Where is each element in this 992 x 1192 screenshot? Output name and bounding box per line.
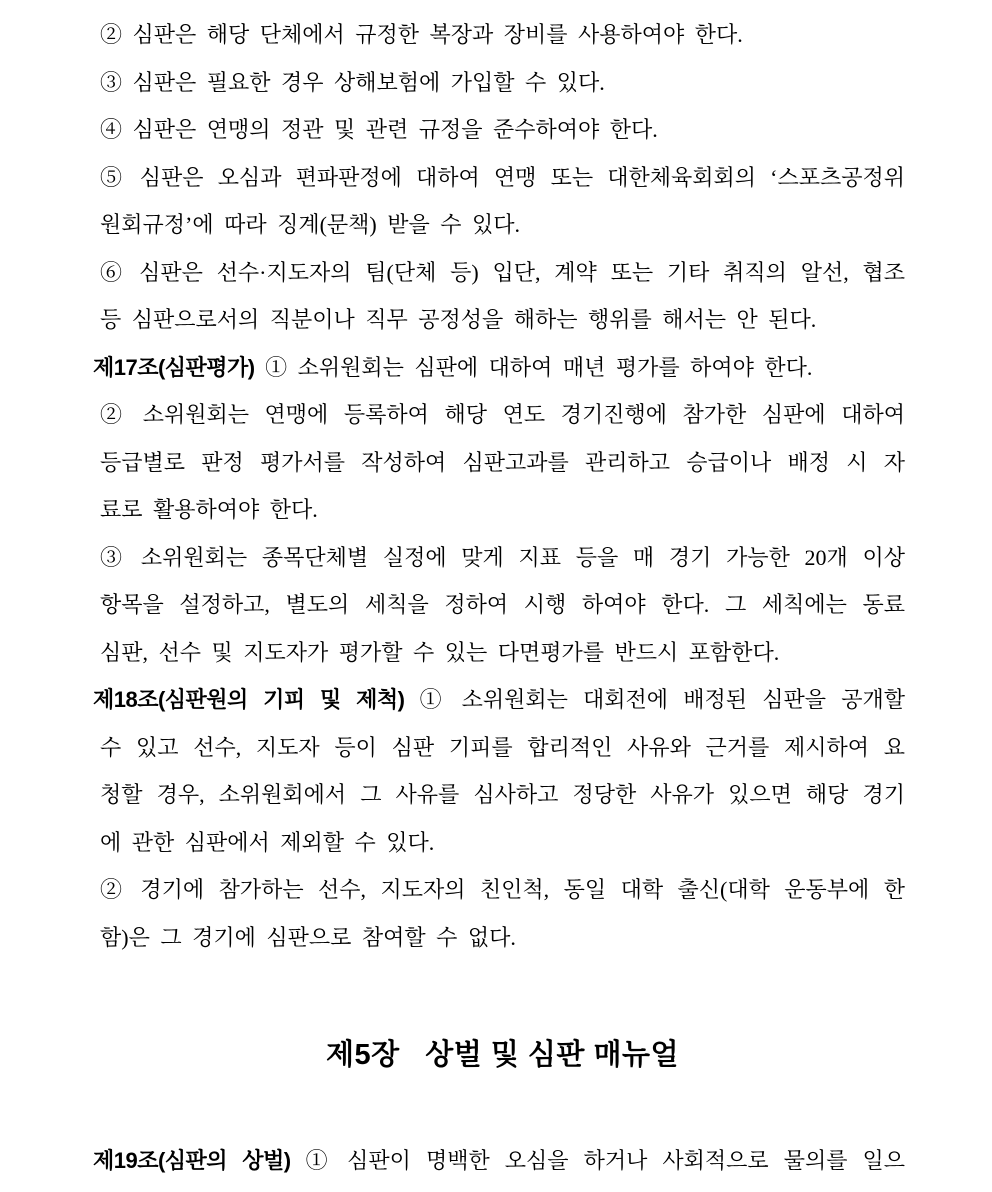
text-line: ③ 심판은 필요한 경우 상해보험에 가입할 수 있다. [100, 69, 605, 95]
text-line: 원회규정’에 따라 징계(문책) 받을 수 있다. [100, 212, 521, 237]
text-line: 청할 경우, 소위원회에서 그 사유를 심사하고 정당한 사유가 있으면 해당 경기 [100, 782, 905, 807]
chapter-heading: 제5장 상벌 및 심판 매뉴얼 [325, 1039, 680, 1071]
text-line: 심판, 선수 및 지도자가 평가할 수 있는 다면평가를 반드시 포함한다. [100, 639, 780, 665]
text-line: ④ 심판은 연맹의 정관 및 관련 규정을 준수하여야 한다. [100, 117, 658, 142]
text-line: ⑥ 심판은 선수·지도자의 팀(단체 등) 입단, 계약 또는 기타 취직의 알선, 협조 [100, 259, 905, 285]
text-line: 수 있고 선수, 지도자 등이 심판 기피를 합리적인 사유와 근거를 제시하여 요 [100, 734, 905, 760]
article-body-text: ① 소위원회는 심판에 대하여 매년 평가를 하여야 한다. [254, 354, 813, 380]
text-line: ② 경기에 참가하는 선수, 지도자의 친인척, 동일 대학 출신(대학 운동부에 한 [100, 877, 905, 902]
text-line: ③ 소위원회는 종목단체별 실정에 맞게 지표 등을 매 경기 가능한 20개 이상 [100, 544, 905, 570]
text-line: 함)은 그 경기에 심판으로 참여할 수 없다. [100, 924, 516, 950]
article-title-bold: 제17조(심판평가) [93, 354, 255, 380]
article-body-text: ① 심판이 명백한 오심을 하거나 사회적으로 물의를 일으 [290, 1148, 906, 1173]
text-line: 에 관한 심판에서 제외할 수 있다. [100, 829, 435, 855]
text-line: ② 심판은 해당 단체에서 규정한 복장과 장비를 사용하여야 한다. [100, 22, 743, 47]
text-line: 등급별로 판정 평가서를 작성하여 심판고과를 관리하고 승급이나 배정 시 자 [100, 449, 905, 475]
text-line: 료로 활용하여야 한다. [100, 497, 318, 522]
article-title-bold: 제18조(심판원의 기피 및 제척) [93, 687, 405, 712]
article-title-bold: 제19조(심판의 상벌) [93, 1148, 291, 1173]
text-line-article-18 [93, 676, 905, 724]
document-body [93, 11, 905, 961]
text-line: ② 소위원회는 연맹에 등록하여 해당 연도 경기진행에 참가한 심판에 대하여 [100, 402, 905, 427]
text-line: 항목을 설정하고, 별도의 세칙을 정하여 시행 하여야 한다. 그 세칙에는 동료 [100, 592, 905, 617]
text-line: ⑤ 심판은 오심과 편파판정에 대하여 연맹 또는 대한체육회회의 ‘스포츠공정위 [100, 164, 905, 190]
text-line: 등 심판으로서의 직분이나 직무 공정성을 해하는 행위를 해서는 안 된다. [100, 307, 817, 332]
text-line-article-17 [93, 344, 905, 392]
article-body-text: ① 소위원회는 대회전에 배정된 심판을 공개할 [404, 687, 905, 712]
text-line-article-19 [93, 1137, 905, 1185]
